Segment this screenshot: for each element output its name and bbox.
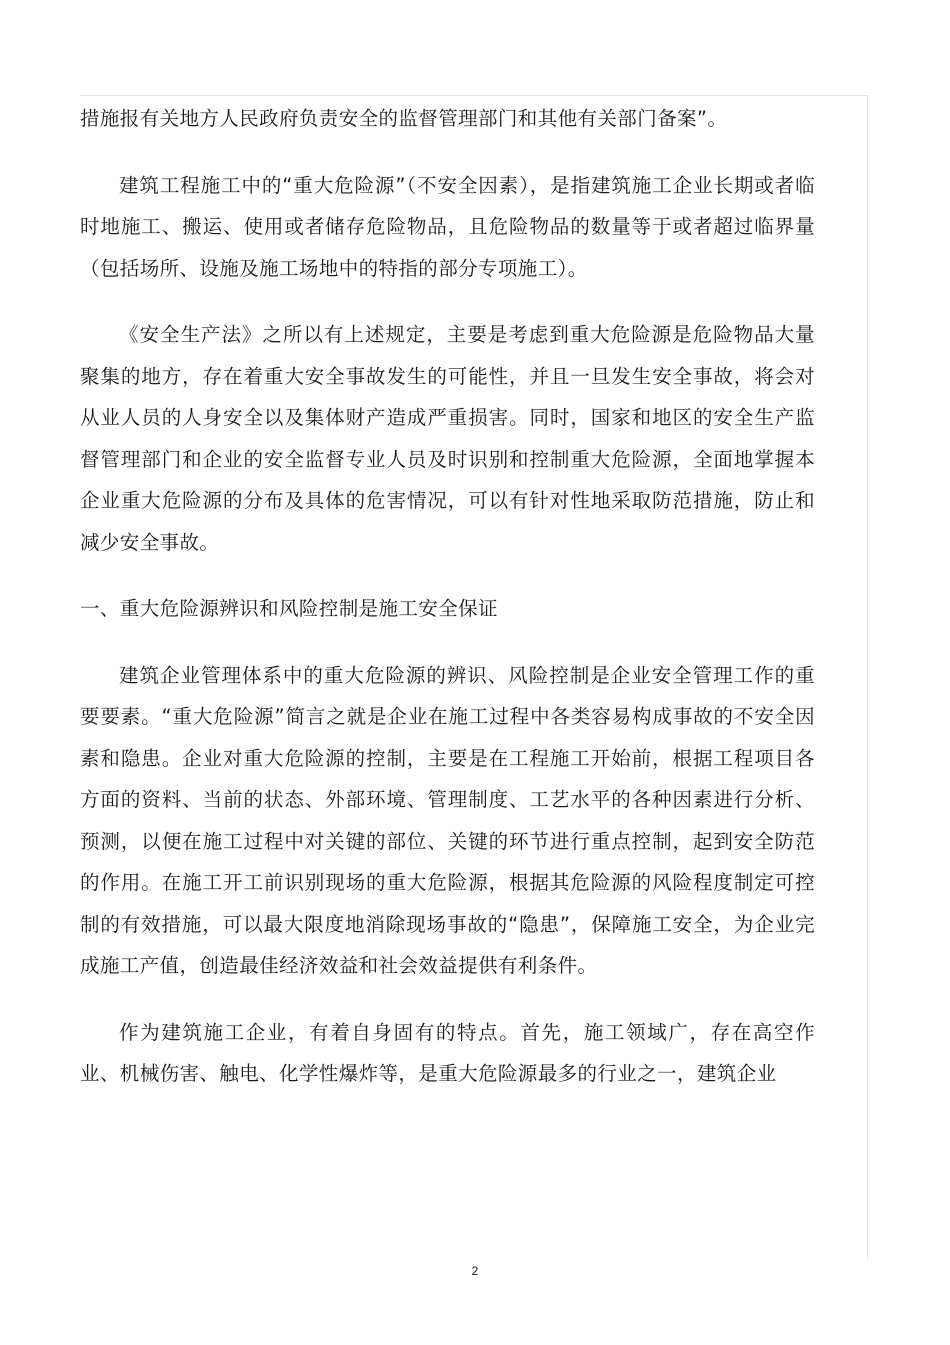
section-heading: 一、重大危险源辨识和风险控制是施工安全保证: [80, 597, 498, 620]
paragraph-hazard-definition: 建筑工程施工中的“重大危险源”（不安全因素），是指建筑施工企业长期或者临时地施工、搬运、使用或者储存危险物品，且危险物品的数量等于或者超过临界量（包括场所、设施及施工场地中的特指的部分专项施工）。: [80, 173, 815, 280]
page-number: 2: [471, 1264, 479, 1278]
document-body: [80, 98, 815, 1095]
paragraph-continuation: 措施报有关地方人民政府负责安全的监督管理部门和其他有关部门备案”。: [80, 107, 728, 130]
paragraph-risk-control: 建筑企业管理体系中的重大危险源的辨识、风险控制是企业安全管理工作的重要要素。“重大危险源”简言之就是企业在施工过程中各类容易构成事故的不安全因素和隐患。企业对重大危险源的控制，主要是在工程施工开始前，根据工程项目各方面的资料、当前的状态、外部环境、管理制度、工艺水平的各种因素进行分析、预测，以便在施工过程中对关键的部位、关键的环节进行重点控制，起到安全防范的作用。在施工开工前识别现场的重大危险源，根据其危险源的风险程度制定可控制的有效措施，可以最大限度地消除现场事故的“隐患”，保障施工安全，为企业完成施工产值，创造最佳经济效益和社会效益提供有利条件。: [80, 663, 815, 977]
paragraph-safety-law-rationale: 《安全生产法》之所以有上述规定，主要是考虑到重大危险源是危险物品大量聚集的地方，存在着重大安全事故发生的可能性，并且一旦发生安全事故，将会对从业人员的人身安全以及集体财产造成严重损害。同时，国家和地区的安全生产监督管理部门和企业的安全监督专业人员及时识别和控制重大危险源，全面地掌握本企业重大危险源的分布及具体的危害情况，可以有针对性地采取防范措施，防止和减少安全事故。: [80, 323, 815, 554]
paragraph-industry-characteristics: 作为建筑施工企业，有着自身固有的特点。首先，施工领域广，存在高空作业、机械伤害、触电、化学性爆炸等，是重大危险源最多的行业之一，建筑企业: [80, 1020, 815, 1085]
